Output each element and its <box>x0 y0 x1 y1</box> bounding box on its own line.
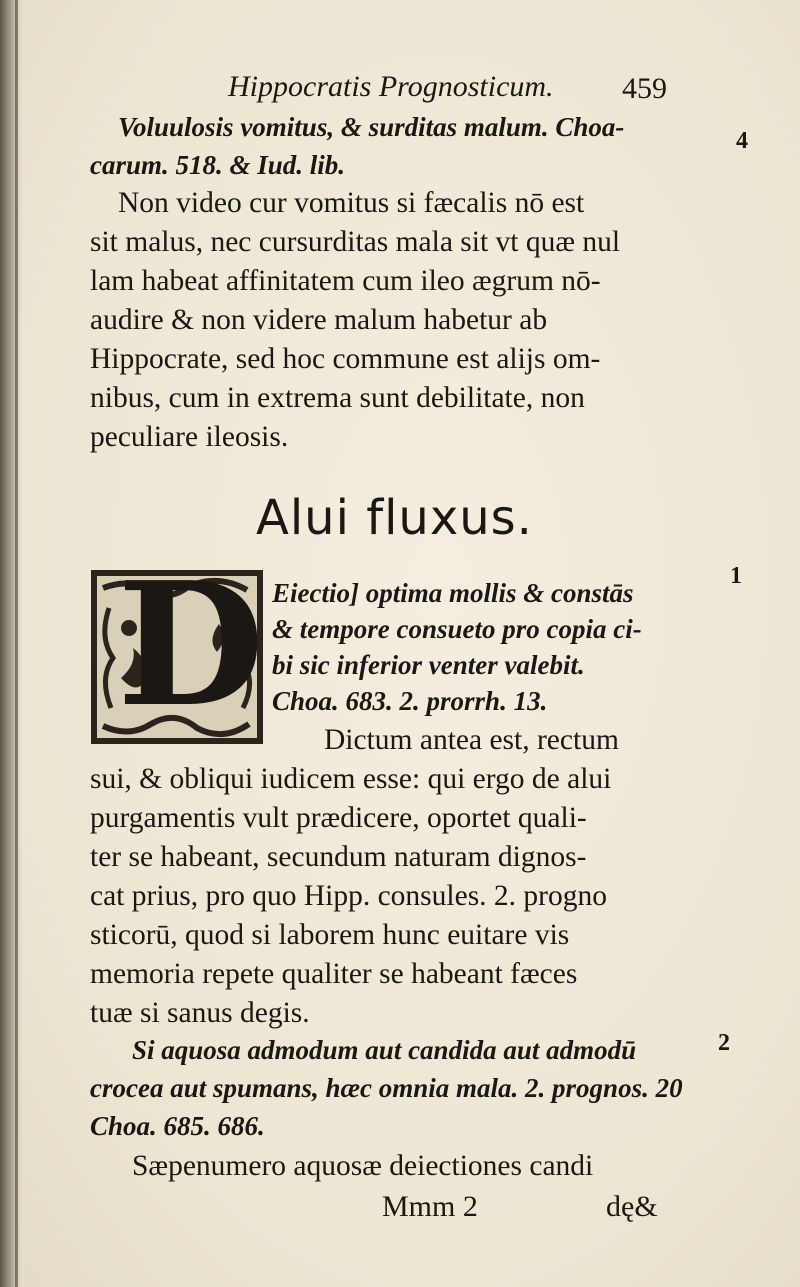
margin-note-2: 2 <box>718 1030 730 1056</box>
body-line: sticorū, quod si laborem hunc euitare vis <box>90 919 570 951</box>
running-title: Hippocratis Prognosticum. <box>228 70 554 103</box>
catchword: dę& <box>606 1190 658 1223</box>
signature-mark: Mmm 2 <box>382 1190 478 1223</box>
body-line: Hippocrate, sed hoc commune est alijs om- <box>90 343 601 375</box>
aphorism-line: Choa. 683. 2. prorrh. 13. <box>272 686 548 716</box>
body-line: tuæ si sanus degis. <box>90 997 310 1029</box>
initial-letter: D <box>117 545 265 745</box>
aphorism-line: & tempore consueto pro copia ci- <box>272 614 642 644</box>
decorated-initial <box>89 545 265 746</box>
body-line: nibus, cum in extrema sunt debilitate, non <box>90 382 585 414</box>
margin-note-4: 4 <box>736 128 748 154</box>
aphorism-line: Eiectio] optima mollis & constās <box>272 578 634 608</box>
body-line: Dictum antea est, rectum <box>324 724 619 756</box>
page-edge <box>15 0 18 1287</box>
body-line: sui, & obliqui iudicem esse: qui ergo de alui <box>90 763 612 795</box>
margin-note-1: 1 <box>730 563 742 589</box>
body-line: Non video cur vomitus si fæcalis nō est <box>118 187 585 219</box>
section-heading: Alui fluxus. <box>256 490 533 546</box>
body-line: ter se habeant, secundum naturam dignos- <box>90 841 587 873</box>
body-line: audire & non videre malum habetur ab <box>90 304 548 336</box>
aphorism-line: Choa. 685. 686. <box>90 1111 265 1141</box>
aphorism-line: crocea aut spumans, hæc omnia mala. 2. prognos. 20 <box>90 1073 683 1103</box>
body-line: memoria repete qualiter se habeant fæces <box>90 958 578 990</box>
body-line: purgamentis vult prædicere, oportet quali- <box>90 802 587 834</box>
citation-line: Voluulosis vomitus, & surditas malum. Choa- <box>118 112 625 142</box>
aphorism-line: Si aquosa admodum aut candida aut admodū <box>132 1035 637 1065</box>
body-line: cat prius, pro quo Hipp. consules. 2. progno <box>90 880 607 912</box>
body-line: sit malus, nec cursurditas mala sit vt quæ nul <box>90 226 621 258</box>
page-number: 459 <box>622 72 667 105</box>
citation-line: carum. 518. & Iud. lib. <box>90 150 346 180</box>
binding-gutter <box>0 0 22 1287</box>
body-line: peculiare ileosis. <box>90 421 289 453</box>
aphorism-line: bi sic inferior venter valebit. <box>272 650 585 680</box>
body-line: Sæpenumero aquosæ deiectiones candi <box>132 1150 594 1182</box>
body-line: lam habeat affinitatem cum ileo ægrum nō- <box>90 265 601 297</box>
